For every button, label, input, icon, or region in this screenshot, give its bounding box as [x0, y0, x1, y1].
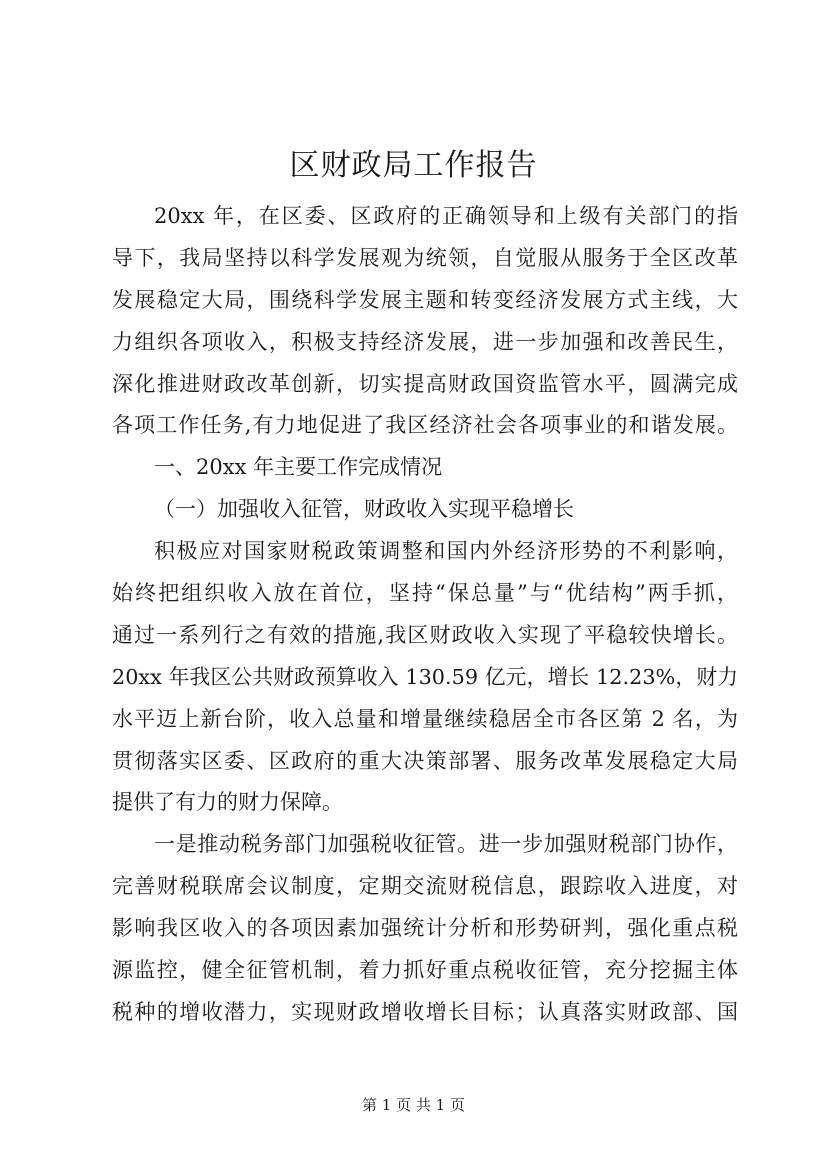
paragraph-line: 始终把组织收入放在首位，坚持“保总量”与“优结构”两手抓，	[112, 581, 738, 606]
paragraph-line: 水平迈上新台阶，收入总量和增量继续稳居全市各区第 2 名，为	[112, 706, 738, 731]
paragraph-line: 20xx 年，在区委、区政府的正确领导和上级有关部门的指	[154, 204, 738, 228]
paragraph-line: 深化推进财政改革创新，切实提高财政国资监管水平，圆满完成	[112, 371, 738, 396]
paragraph-line: 20xx 年我区公共财政预算收入 130.59 亿元，增长 12.23%，财力	[112, 664, 738, 689]
paragraph-line: 力组织各项收入，积极支持经济发展，进一步加强和改善民生，	[112, 329, 738, 354]
subsection-heading: （一）加强收入征管，财政收入实现平稳增长	[154, 497, 574, 522]
paragraph-line: 发展稳定大局，围绕科学发展主题和转变经济发展方式主线，大	[112, 287, 738, 312]
document-body	[112, 196, 738, 1034]
paragraph-line: 影响我区收入的各项因素加强统计分析和形势研判，强化重点税	[112, 916, 738, 941]
paragraph-line: 提供了有力的财力保障。	[112, 790, 343, 815]
paragraph-line: 各项工作任务,有力地促进了我区经济社会各项事业的和谐发展。	[112, 413, 738, 438]
paragraph-line: 税种的增收潜力，实现财政增收增长目标；认真落实财政部、国	[112, 999, 738, 1024]
document-title: 区财政局工作报告	[289, 148, 538, 183]
paragraph-line: 导下，我局坚持以科学发展观为统领，自觉服从服务于全区改革	[112, 245, 738, 270]
section-heading: 一、20xx 年主要工作完成情况	[154, 455, 443, 480]
paragraph-line: 一是推动税务部门加强税收征管。进一步加强财税部门协作，	[154, 832, 738, 857]
page-number-footer: 第 1 页 共 1 页	[362, 1096, 465, 1114]
paragraph-line: 源监控，健全征管机制，着力抓好重点税收征管，充分挖掘主体	[112, 958, 738, 983]
paragraph-line: 贯彻落实区委、区政府的重大决策部署、服务改革发展稳定大局	[112, 748, 738, 773]
paragraph-line: 完善财税联席会议制度，定期交流财税信息，跟踪收入进度，对	[112, 874, 738, 899]
paragraph-line: 积极应对国家财税政策调整和国内外经济形势的不利影响，	[154, 539, 738, 564]
paragraph-line: 通过一系列行之有效的措施,我区财政收入实现了平稳较快增长。	[112, 622, 738, 647]
